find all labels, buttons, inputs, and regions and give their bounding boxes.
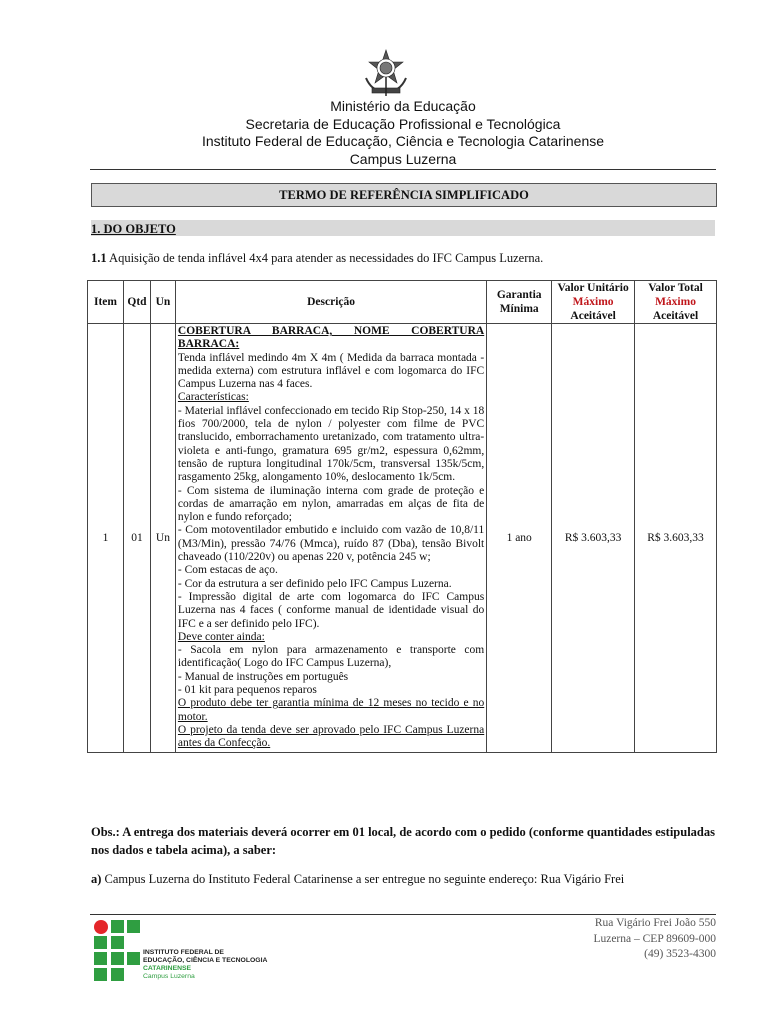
ifc-logo-text [143,949,267,981]
header-garantia-l2: Mínima [499,303,539,315]
logo-line-4: Campus Luzerna [143,973,195,980]
items-table [87,280,717,753]
desc-projeto: O projeto da tenda deve ser aprovado pelo IFC Campus Luzerna antes da Confecção. [177,723,485,750]
header-divider [90,169,716,170]
document-title: TERMO DE REFERÊNCIA SIMPLIFICADO [91,183,717,207]
logo-line-3: CATARINENSE [143,965,192,972]
header-vu-l3: Aceitável [570,310,616,322]
observation-paragraph: Obs.: A entrega dos materiais deverá ocorrer em 01 local, de acordo com o pedido (conforme quantidades estipuladas nos dados e tabela acima), a saber: [91,825,715,857]
item-a-label: a) [91,872,102,886]
header-secretariat: Secretaria de Educação Profissional e Tecnológica [245,115,561,132]
coat-of-arms-icon [362,48,410,98]
header-vt-l3: Aceitável [652,310,699,322]
header-campus: Campus Luzerna [349,150,457,167]
cell-valor-unitario: R$ 3.603,33 [552,324,635,753]
desc-title: COBERTURA BARRACA, NOME COBERTURA BARRACA: [177,325,485,351]
desc-p8: - Sacola em nylon para armazenamento e transporte com identificação( Logo do IFC Campus Luzerna), [177,644,485,670]
cell-valor-total: R$ 3.603,33 [635,324,717,753]
footer-address [593,916,716,963]
header-qtd: Qtd [123,281,150,324]
cell-descricao [175,324,486,753]
header-un: Un [150,281,175,324]
desc-p4: - Com motoventilador embutido e incluido com vazão de 10,8/11 (M3/Min), pressão 74/76 (Mmca), ruído 87 (Dba), tensão Bivolt chaveado (110/220v) ou apenas 220 v, potência 245 w; [177,524,485,564]
desc-p1: Tenda inflável medindo 4m X 4m ( Medida da barraca montada - medida externa) com estrutura inflável e com logomarca do IFC Campus Luzerna nas 4 faces. [177,351,485,391]
cell-un: Un [150,324,175,753]
header-valor-unitario [552,281,635,324]
object-number: 1.1 [91,251,107,265]
object-text: Aquisição de tenda inflável 4x4 para atender as necessidades do IFC Campus Luzerna. [106,251,544,265]
desc-garantia: O produto debe ter garantia mínima de 12 meses no tecido e no motor. [177,697,485,723]
desc-p10: - 01 kit para pequenos reparos [177,684,317,697]
object-paragraph [91,251,715,266]
section-heading-bar [91,220,715,236]
address-street: Rua Vigário Frei João 550 [594,917,716,929]
header-descricao: Descrição [175,281,486,324]
footer-divider [90,914,716,915]
header-vu-l1: Valor Unitário [557,282,629,294]
item-a-text: Campus Luzerna do Instituto Federal Catarinense a ser entregue no seguinte endereço: Rua Vigário Frei [101,872,625,886]
logo-line-1: INSTITUTO FEDERAL DE [143,949,224,956]
desc-p2: - Material inflável confeccionado em tecido Rip Stop-250, 14 x 18 fios 700/2000, tela de nylon / polyester com filme de PVC translucido, emborrachamento uretanizado, com tratamento ultra-violeta e anti-fungo, gramatura 695 gr/m2, espessura 0,62mm, tensão de ruptura longitudinal 170k/5cm, transversal 135k/5cm, rasgamento 25kg, alongamento 10%, deslocamento 1k/5cm. [177,404,485,484]
desc-p3: - Com sistema de iluminação interna com grade de proteção e cordas de amarração em nylon, amarradas em alças de fita de nylon e fundo reforçado; [177,484,485,524]
desc-p9: - Manual de instruções em português [177,670,349,683]
header-institute: Instituto Federal de Educação, Ciência e Tecnologia Catarinense [201,133,605,149]
institution-header [90,98,716,168]
logo-line-2: EDUCAÇÃO, CIÊNCIA E TECNOLOGIA [143,957,268,964]
header-garantia-l1: Garantia [496,289,542,301]
address-city: Luzerna – CEP 89609-000 [593,932,716,945]
header-ministry: Ministério da Educação [330,98,476,114]
header-valor-total [635,281,717,324]
desc-p6: - Cor da estrutura a ser definido pelo IFC Campus Luzerna. [177,577,452,590]
header-vt-l1: Valor Total [648,282,703,294]
table-row [88,324,717,753]
item-a-paragraph [91,872,715,887]
table-header-row [88,281,717,324]
desc-p7: - Impressão digital de arte com logomarca do IFC Campus Luzerna nas 4 faces ( conforme manual de identidade visual do IFC e a ser definido pelo IFC). [177,590,485,630]
header-item: Item [88,281,124,324]
address-phone: (49) 3523-4300 [644,948,716,960]
desc-p5: - Com estacas de aço. [177,564,278,577]
section-title: 1. DO OBJETO [91,222,176,236]
header-garantia [487,281,552,324]
cell-qtd: 01 [123,324,150,753]
desc-caracteristicas: Características: [177,391,249,404]
ifc-logo-icon [94,920,142,982]
cell-garantia: 1 ano [487,324,552,753]
cell-item: 1 [88,324,124,753]
header-vt-l2: Máximo [655,296,696,308]
desc-deve-conter: Deve conter ainda: [177,630,265,643]
header-vu-l2: Máximo [572,296,614,308]
